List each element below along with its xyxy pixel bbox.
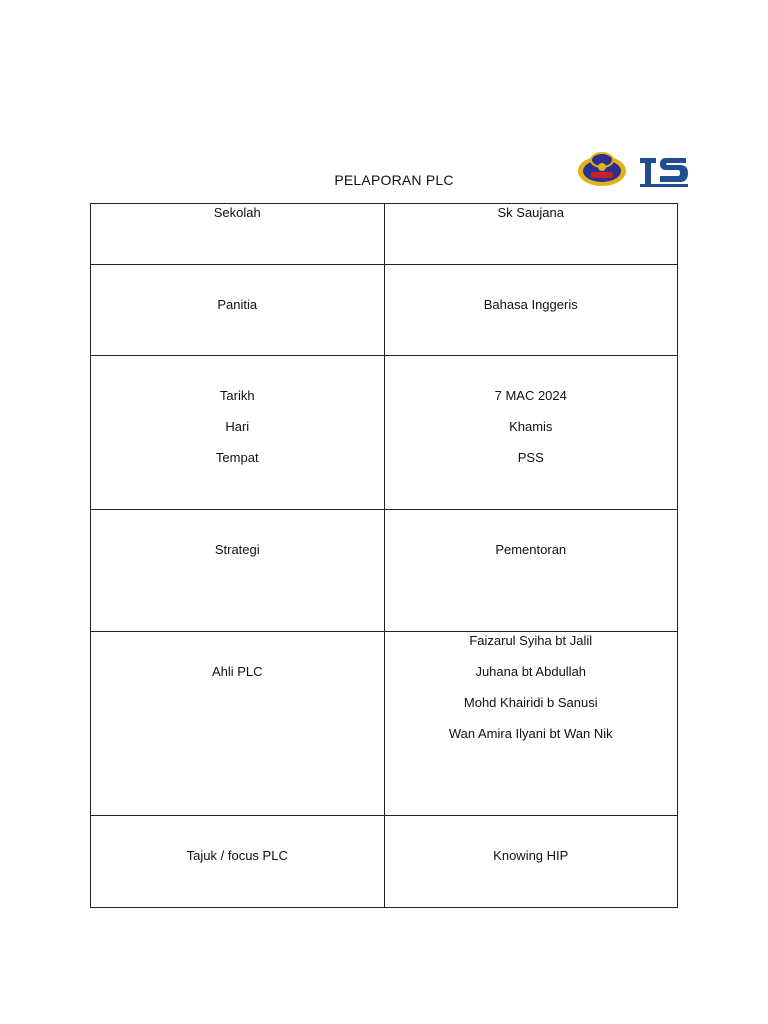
member-name: Juhana bt Abdullah <box>475 664 587 679</box>
page-title: PELAPORAN PLC <box>334 172 454 188</box>
label-tarikh: Tarikh <box>219 388 255 403</box>
table-row <box>91 204 678 265</box>
label-strategi: Strategi <box>214 542 260 557</box>
label-sekolah: Sekolah <box>213 205 261 220</box>
value-cell <box>384 816 678 908</box>
logo-group <box>574 148 694 192</box>
value-cell <box>384 265 678 356</box>
value-cell <box>384 632 678 816</box>
table-row <box>91 816 678 908</box>
ts25-logo-icon <box>636 150 692 188</box>
value-hari: Khamis <box>509 419 553 434</box>
member-name: Faizarul Syiha bt Jalil <box>469 633 593 648</box>
value-tajuk: Knowing HIP <box>493 848 569 863</box>
label-tajuk: Tajuk / focus PLC <box>186 848 288 863</box>
member-name: Mohd Khairidi b Sanusi <box>463 695 598 710</box>
value-tempat: PSS <box>517 450 544 465</box>
value-sekolah: Sk Saujana <box>497 205 564 220</box>
table-row <box>91 632 678 816</box>
school-crest-icon <box>576 150 628 188</box>
value-strategi: Pementoran <box>495 542 567 557</box>
label-cell <box>91 510 385 632</box>
label-tempat: Tempat <box>215 450 259 465</box>
member-name: Wan Amira Ilyani bt Wan Nik <box>448 726 613 741</box>
value-tarikh: 7 MAC 2024 <box>494 388 567 403</box>
report-table <box>90 203 678 908</box>
value-cell <box>384 356 678 510</box>
label-panitia: Panitia <box>217 297 258 312</box>
table-row <box>91 510 678 632</box>
label-cell <box>91 356 385 510</box>
label-hari: Hari <box>225 419 250 434</box>
table-row <box>91 265 678 356</box>
label-cell <box>91 265 385 356</box>
label-cell <box>91 632 385 816</box>
value-cell <box>384 204 678 265</box>
value-cell <box>384 510 678 632</box>
label-cell <box>91 204 385 265</box>
table-row <box>91 356 678 510</box>
label-ahli-plc: Ahli PLC <box>211 664 263 679</box>
label-cell <box>91 816 385 908</box>
value-panitia: Bahasa Inggeris <box>483 297 578 312</box>
